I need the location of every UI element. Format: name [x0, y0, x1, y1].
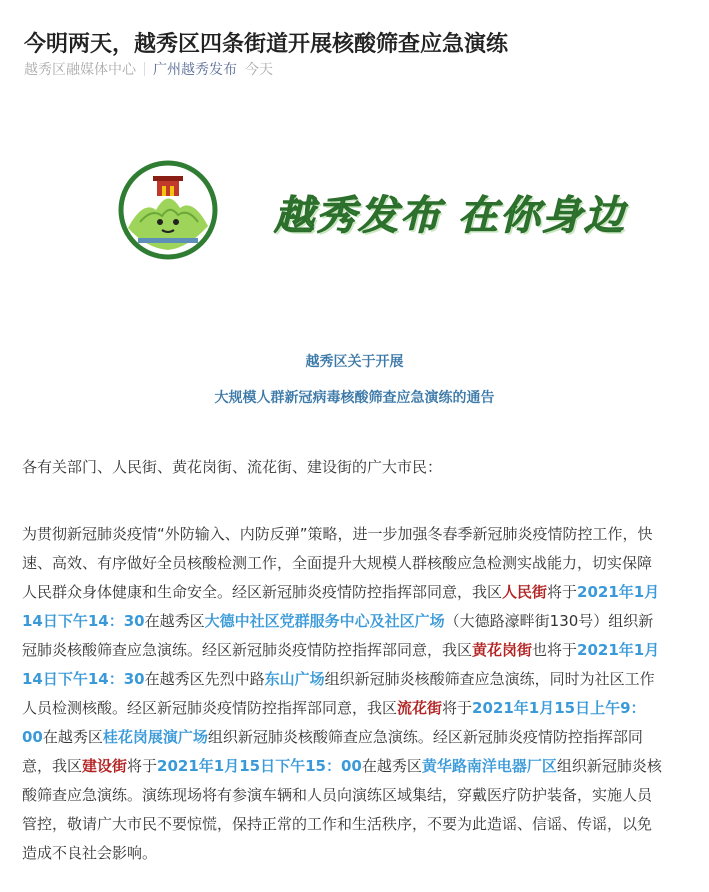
body-text: 将于 [442, 699, 473, 717]
highlight-venue: 桂花岗展演广场 [102, 728, 208, 746]
account-name-link[interactable]: 广州越秀发布 [153, 62, 237, 78]
body-line [22, 723, 694, 752]
body-text: 在越秀区先烈中路 [144, 670, 265, 688]
body-text: 组织新冠肺炎核 [556, 757, 662, 775]
body-line [22, 607, 694, 636]
body-line [22, 810, 694, 839]
body-text: 也将于 [532, 641, 578, 659]
body-text: 组织新冠肺炎核酸筛查应急演练。经区新冠肺炎疫情防控指挥部同 [207, 728, 643, 746]
body-line [22, 694, 694, 723]
highlight-date: 14日下午14：30 [22, 670, 145, 688]
highlight-date: 00 [22, 728, 43, 746]
body-line [22, 578, 694, 607]
body-text: 冠肺炎核酸筛查应急演练。经区新冠肺炎疫情防控指挥部同意，我区 [22, 641, 473, 659]
street-name-renmin: 人民街 [502, 583, 548, 601]
body-line [22, 520, 694, 549]
body-text: 在越秀区 [42, 728, 103, 746]
article-title: 今明两天，越秀区四条街道开展核酸筛查应急演练 [24, 31, 509, 57]
body-text: 造成不良社会影响。 [22, 844, 158, 862]
body-text: 人民群众身体健康和生命安全。经区新冠肺炎疫情防控指挥部同意，我区 [22, 583, 503, 601]
body-text: 将于 [547, 583, 578, 601]
highlight-venue: 大德中社区党群服务中心及社区广场 [204, 612, 445, 630]
notice-heading-line1: 越秀区关于开展 [305, 354, 404, 370]
brand-banner [110, 160, 630, 270]
highlight-date: 2021年1月15日下午15：00 [157, 757, 362, 775]
street-name-liuhua: 流花街 [397, 699, 443, 717]
meta-divider [144, 62, 145, 76]
notice-heading-line2: 大规模人群新冠病毒核酸筛查应急演练的通告 [214, 390, 495, 406]
body-text: 组织新冠肺炎核酸筛查应急演练，同时为社区工作 [324, 670, 655, 688]
street-name-jianshe: 建设街 [82, 757, 128, 775]
highlight-date: 2021年1月 [577, 641, 660, 659]
slogan-text: 越秀发布 在你身边 [274, 193, 626, 239]
mascot-logo-icon [118, 160, 218, 260]
body-line [22, 839, 694, 868]
article-source: 越秀区融媒体中心 [24, 62, 136, 78]
body-text: 酸筛查应急演练。演练现场将有参演车辆和人员向演练区域集结，穿戴医疗防护装备，实施人员 [22, 786, 653, 804]
body-text: 在越秀区 [144, 612, 205, 630]
highlight-venue: 黄华路南洋电器厂区 [421, 757, 557, 775]
body-text: 人员检测核酸。经区新冠肺炎疫情防控指挥部同意，我区 [22, 699, 398, 717]
body-line [22, 752, 694, 781]
highlight-date: 2021年1月 [577, 583, 660, 601]
body-text: （大德路濠畔街130号）组织新 [444, 612, 654, 630]
highlight-date: 2021年1月15日上午9： [472, 699, 646, 717]
body-line [22, 781, 694, 810]
body-line [22, 549, 694, 578]
notice-addressee: 各有关部门、人民街、黄花岗街、流花街、建设街的广大市民： [22, 458, 443, 476]
highlight-date: 14日下午14：30 [22, 612, 145, 630]
notice-body [22, 520, 694, 868]
highlight-venue: 东山广场 [264, 670, 325, 688]
article-meta [24, 60, 273, 80]
body-line [22, 665, 694, 694]
body-text: 为贯彻新冠肺炎疫情“外防输入、内防反弹”策略，进一步加强冬春季新冠肺炎疫情防控工作，快 [22, 525, 653, 543]
body-text: 意，我区 [22, 757, 83, 775]
publish-time: 今天 [245, 62, 273, 78]
body-text: 管控，敬请广大市民不要惊慌，保持正常的工作和生活秩序，不要为此造谣、信谣、传谣，以免 [22, 815, 653, 833]
body-text: 在越秀区 [361, 757, 422, 775]
body-text: 速、高效、有序做好全员核酸检测工作，全面提升大规模人群核酸应急检测实战能力，切实保障 [22, 554, 653, 572]
body-line [22, 636, 694, 665]
street-name-huanghuagang: 黄花岗街 [472, 641, 533, 659]
body-text: 将于 [127, 757, 158, 775]
